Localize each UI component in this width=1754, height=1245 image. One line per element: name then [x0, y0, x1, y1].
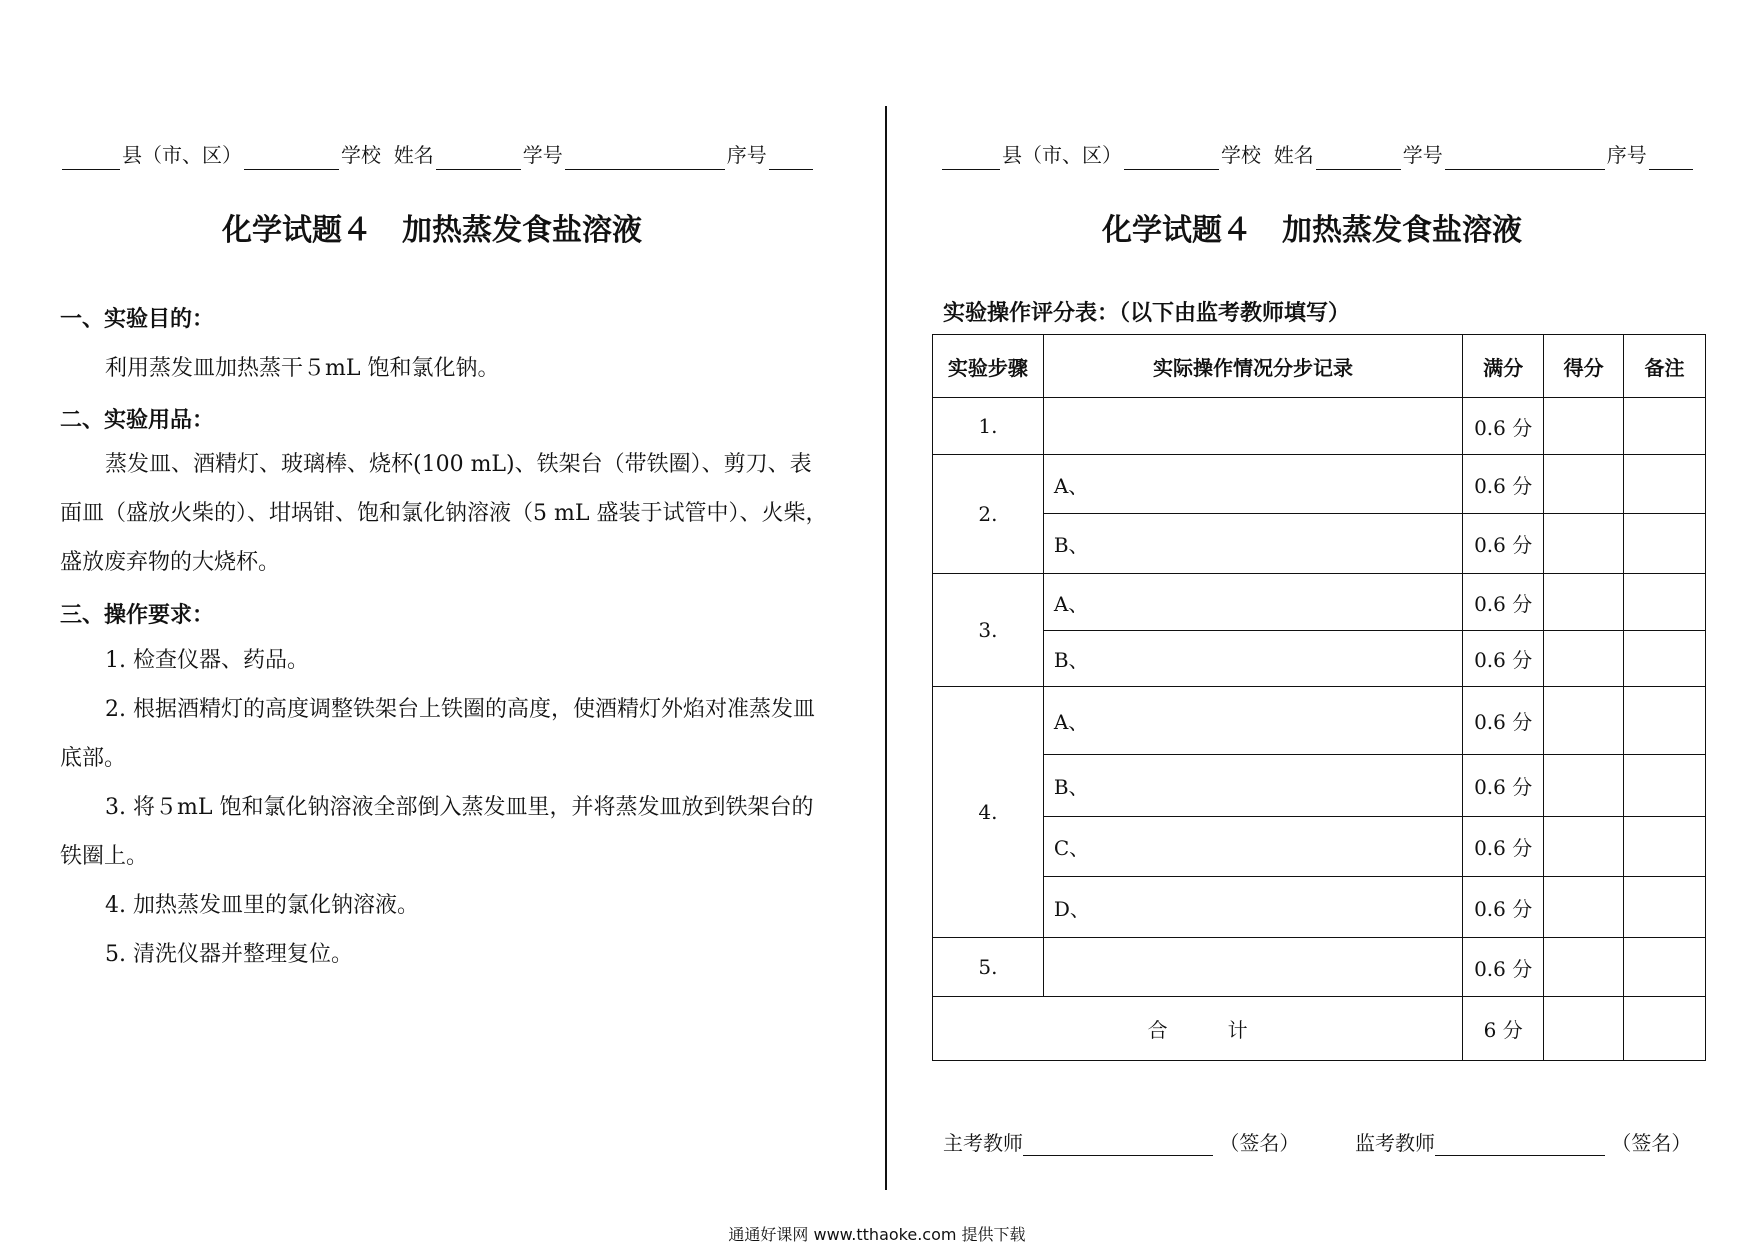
table-row — [933, 755, 1706, 817]
proctor-teacher-label: 监考教师 — [1355, 1131, 1435, 1155]
student-no-blank[interactable] — [565, 147, 725, 170]
score-cell[interactable] — [1544, 514, 1624, 574]
page-title-right: 化学试题４ 加热蒸发食盐溶液 — [1102, 213, 1522, 248]
full-score-cell: 0.6 分 — [1463, 938, 1544, 997]
score-cell[interactable] — [1544, 877, 1624, 938]
chief-teacher-label: 主考教师 — [943, 1131, 1023, 1155]
total-label-cell: 合 计 — [933, 997, 1463, 1061]
remark-cell[interactable] — [1624, 817, 1706, 877]
chief-teacher-signature — [943, 1127, 1299, 1156]
total-remark-cell[interactable] — [1624, 997, 1706, 1061]
student-no-label: 学号 — [522, 143, 563, 167]
table-row — [933, 877, 1706, 938]
section-purpose-text: 利用蒸发皿加热蒸干５mL 饱和氯化钠。 — [105, 356, 500, 381]
full-score-cell: 0.6 分 — [1463, 877, 1544, 938]
step-item-5: 5. 清洗仪器并整理复位。 — [105, 942, 353, 967]
score-cell[interactable] — [1544, 817, 1624, 877]
step-cell: 1. — [933, 398, 1044, 455]
proctor-teacher-signature — [1355, 1127, 1691, 1156]
score-cell[interactable] — [1544, 574, 1624, 631]
score-cell[interactable] — [1544, 687, 1624, 755]
full-score-cell: 0.6 分 — [1463, 514, 1544, 574]
student-info-line-left — [60, 140, 815, 170]
county-blank[interactable] — [942, 147, 1000, 170]
record-cell[interactable]: C、 — [1043, 817, 1462, 877]
record-cell[interactable]: A、 — [1043, 574, 1462, 631]
full-score-cell: 0.6 分 — [1463, 455, 1544, 514]
table-row — [933, 631, 1706, 687]
remark-cell[interactable] — [1624, 938, 1706, 997]
remark-cell[interactable] — [1624, 514, 1706, 574]
record-cell[interactable] — [1043, 938, 1462, 997]
chief-teacher-sign-blank[interactable] — [1023, 1133, 1213, 1156]
step-cell: 5. — [933, 938, 1044, 997]
record-cell[interactable]: B、 — [1043, 631, 1462, 687]
name-label: 姓名 — [393, 143, 434, 167]
seq-no-label: 序号 — [1606, 143, 1647, 167]
score-cell[interactable] — [1544, 631, 1624, 687]
name-blank[interactable] — [436, 147, 521, 170]
col-header-remark: 备注 — [1624, 335, 1706, 398]
total-full-score-cell: 6 分 — [1463, 997, 1544, 1061]
remark-cell[interactable] — [1624, 398, 1706, 455]
record-cell[interactable]: A、 — [1043, 455, 1462, 514]
step-item-2: 2. 根据酒精灯的高度调整铁架台上铁圈的高度，使酒精灯外焰对准蒸发皿底部。 — [60, 697, 815, 771]
seq-no-blank[interactable] — [769, 147, 813, 170]
section-materials-text: 蒸发皿、酒精灯、玻璃棒、烧杯(100 mL)、铁架台（带铁圈）、剪刀、表面皿（盛放火柴的）、坩埚钳、饱和氯化钠溶液（5 mL 盛装于试管中）、火柴，盛放废弃物的大烧杯。 — [60, 452, 828, 575]
county-label: 县（市、区） — [122, 143, 242, 167]
remark-cell[interactable] — [1624, 755, 1706, 817]
table-row — [933, 817, 1706, 877]
record-cell[interactable]: B、 — [1043, 755, 1462, 817]
full-score-cell: 0.6 分 — [1463, 817, 1544, 877]
name-label: 姓名 — [1273, 143, 1314, 167]
step-item-3: 3. 将５mL 饱和氯化钠溶液全部倒入蒸发皿里，并将蒸发皿放到铁架台的铁圈上。 — [60, 795, 814, 869]
score-table — [932, 334, 1706, 1061]
student-no-label: 学号 — [1402, 143, 1443, 167]
record-cell[interactable]: D、 — [1043, 877, 1462, 938]
footer-credit: 通通好课网 www.tthaoke.com 提供下载 — [728, 1225, 1026, 1244]
col-header-full-score: 满分 — [1463, 335, 1544, 398]
full-score-cell: 0.6 分 — [1463, 631, 1544, 687]
section-materials-heading: 二、实验用品： — [60, 408, 215, 433]
table-row — [933, 938, 1706, 997]
step-cell: 3. — [933, 574, 1044, 687]
step-item-4: 4. 加热蒸发皿里的氯化钠溶液。 — [105, 893, 419, 918]
col-header-step: 实验步骤 — [933, 335, 1044, 398]
total-score-cell[interactable] — [1544, 997, 1624, 1061]
county-label: 县（市、区） — [1002, 143, 1122, 167]
score-cell[interactable] — [1544, 398, 1624, 455]
school-label: 学校 — [341, 143, 381, 167]
county-blank[interactable] — [62, 147, 120, 170]
name-blank[interactable] — [1316, 147, 1401, 170]
step-cell: 2. — [933, 455, 1044, 574]
remark-cell[interactable] — [1624, 687, 1706, 755]
full-score-cell: 0.6 分 — [1463, 574, 1544, 631]
page-divider — [885, 106, 887, 1190]
record-cell[interactable]: B、 — [1043, 514, 1462, 574]
table-row — [933, 514, 1706, 574]
record-cell[interactable]: A、 — [1043, 687, 1462, 755]
table-row — [933, 574, 1706, 631]
table-row — [933, 687, 1706, 755]
remark-cell[interactable] — [1624, 455, 1706, 514]
section-requirements-heading: 三、操作要求： — [60, 603, 215, 628]
step-item-1: 1. 检查仪器、药品。 — [105, 648, 309, 673]
sign-label: （签名） — [1219, 1131, 1300, 1155]
score-cell[interactable] — [1544, 455, 1624, 514]
step-cell: 4. — [933, 687, 1044, 938]
score-cell[interactable] — [1544, 938, 1624, 997]
proctor-teacher-sign-blank[interactable] — [1435, 1133, 1605, 1156]
sign-label: （签名） — [1611, 1131, 1692, 1155]
table-row — [933, 398, 1706, 455]
score-table-title: 实验操作评分表：（以下由监考教师填写） — [943, 301, 1351, 326]
school-blank[interactable] — [1124, 147, 1219, 170]
table-row — [933, 455, 1706, 514]
col-header-score: 得分 — [1544, 335, 1624, 398]
section-purpose-heading: 一、实验目的： — [60, 307, 215, 332]
full-score-cell: 0.6 分 — [1463, 398, 1544, 455]
student-no-blank[interactable] — [1445, 147, 1605, 170]
full-score-cell: 0.6 分 — [1463, 755, 1544, 817]
score-cell[interactable] — [1544, 755, 1624, 817]
seq-no-label: 序号 — [726, 143, 767, 167]
record-cell[interactable] — [1043, 398, 1462, 455]
full-score-cell: 0.6 分 — [1463, 687, 1544, 755]
total-row — [933, 997, 1706, 1061]
remark-cell[interactable] — [1624, 574, 1706, 631]
page-title-left: 化学试题４ 加热蒸发食盐溶液 — [222, 213, 642, 248]
school-label: 学校 — [1221, 143, 1261, 167]
seq-no-blank[interactable] — [1649, 147, 1693, 170]
student-info-line-right — [940, 140, 1695, 170]
remark-cell[interactable] — [1624, 631, 1706, 687]
remark-cell[interactable] — [1624, 877, 1706, 938]
table-header-row — [933, 335, 1706, 398]
school-blank[interactable] — [244, 147, 339, 170]
col-header-record: 实际操作情况分步记录 — [1043, 335, 1462, 398]
